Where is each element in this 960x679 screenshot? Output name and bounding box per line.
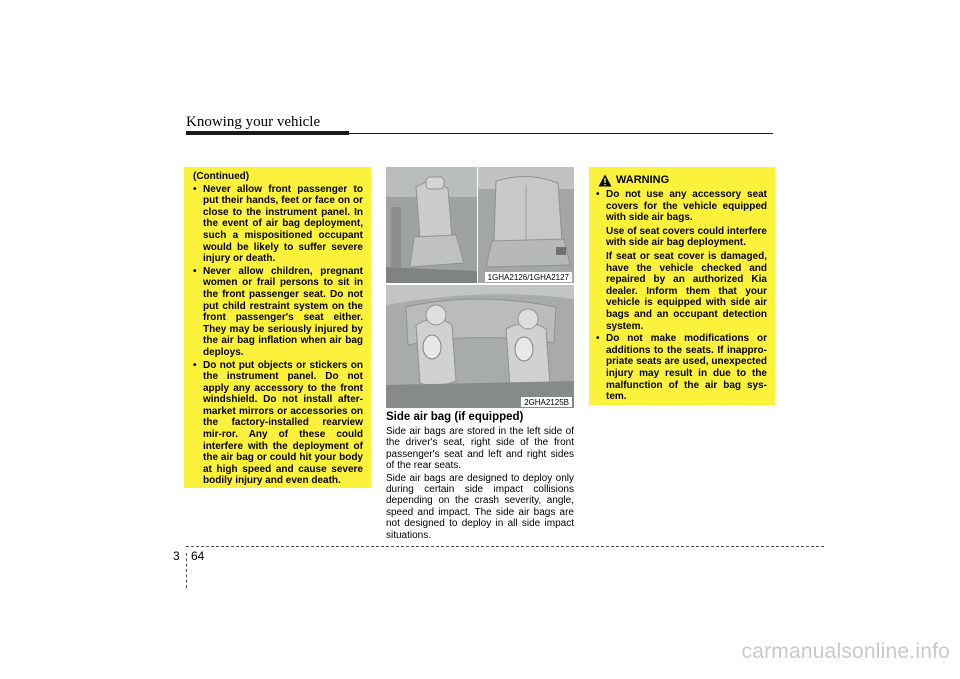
warning-title: WARNING bbox=[616, 173, 670, 186]
list-item: • Do not put objects or stickers on the instrument panel. Do not apply any accessory to the front windshield. Do not install after-market mirrors or accessories on the factory-installed rearview mir-ror. Any of these could interfere with the deployment of the air bag or could hit your body at high speed and cause severe bodily injury and even death. bbox=[193, 360, 363, 488]
rear-seat-photo bbox=[478, 167, 574, 283]
warning-triangle-icon bbox=[598, 174, 612, 187]
list-item: • Never allow front passenger to put their hands, feet or face on or close to the instrument panel. In the event of air bag deployment, such a mispositioned occupant would be likely to suffer severe injury or death. bbox=[193, 184, 363, 265]
section-body bbox=[386, 426, 574, 542]
warning-item-text: Do not use any accessory seat covers for the vehicle equipped with side air bags. bbox=[606, 189, 767, 224]
caution-list bbox=[193, 184, 363, 487]
section-title: Side air bag (if equipped) bbox=[386, 411, 524, 423]
list-item: • Never allow children, pregnant women or frail persons to sit in the front passenger seat. Do not put child restraint system on the front passenger's seat either. They may be seriously injured by the air bag inflation when air bag deploys. bbox=[193, 266, 363, 359]
image-caption-top: 1GHA2126/1GHA2127 bbox=[485, 272, 572, 282]
image-caption-bottom: 2GHA2125B bbox=[521, 397, 572, 407]
warning-subparagraph: Use of seat covers could interfere with side air bag deployment. bbox=[606, 225, 767, 249]
front-seat-photo bbox=[386, 167, 477, 283]
watermark-text: carmanualsonline.info bbox=[741, 640, 950, 663]
warning-list bbox=[596, 189, 767, 403]
footer-divider bbox=[186, 553, 187, 588]
warning-header bbox=[598, 174, 767, 187]
chapter-number: 3 bbox=[173, 549, 180, 563]
list-item: • Do not make modifications or additions to the seats. If inappro-priate seats are used, unexpected injury may result in due to the malfunction of the air bag sys-tem. bbox=[596, 333, 767, 403]
page-header-title: Knowing your vehicle bbox=[186, 114, 321, 130]
caution-box-continued bbox=[184, 167, 371, 488]
list-item bbox=[596, 189, 767, 332]
side-airbag-cutaway-photo bbox=[386, 285, 574, 408]
continued-label: (Continued) bbox=[193, 171, 250, 182]
footer-rule bbox=[186, 546, 824, 547]
header-bar bbox=[186, 131, 349, 135]
warning-subparagraph: If seat or seat cover is damaged, have the vehicle checked and repaired by an authorized Kia dealer. Inform them that your vehicle is equipped with side air bags and an occupant detection system. bbox=[606, 250, 767, 332]
paragraph: Side air bags are stored in the left side of the driver's seat, right side of the front passenger's seat and left and right sides of the rear seats. bbox=[386, 426, 574, 472]
page-number: 64 bbox=[191, 549, 205, 563]
paragraph: Side air bags are designed to deploy only during certain side impact collisions depending on the crash severity, angle, speed and impact. The side air bags are not designed to deploy in all side impact situations. bbox=[386, 472, 574, 541]
header-rule bbox=[349, 133, 773, 134]
warning-box bbox=[589, 167, 775, 405]
